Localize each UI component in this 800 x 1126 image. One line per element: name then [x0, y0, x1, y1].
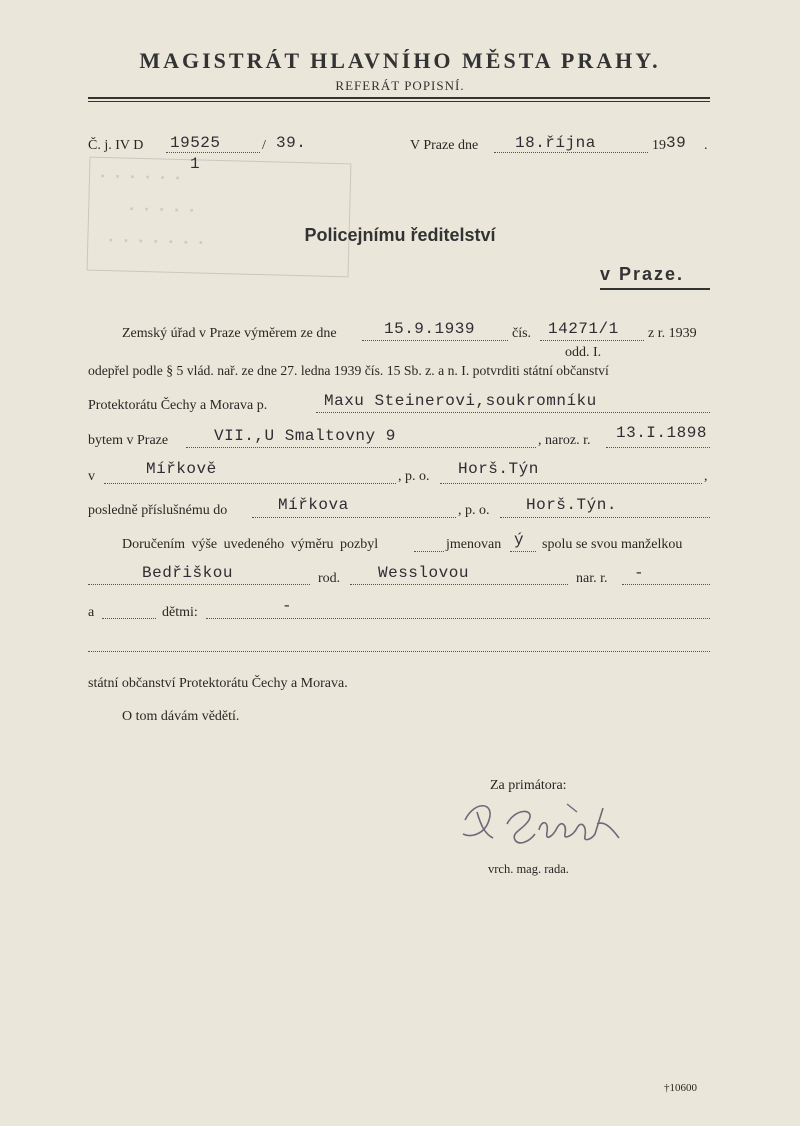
body-line-7-c: spolu se svou manželkou [542, 537, 683, 552]
body-line-1-a: Zemský úřad v Praze výměrem ze dne [122, 326, 337, 341]
body-line-12: O tom dávám vědětí. [122, 709, 240, 724]
wife-name: Bedřiškou [142, 564, 233, 582]
body-line-4-b: , naroz. r. [538, 433, 591, 448]
department: odd. I. [565, 345, 602, 360]
body-line-5-a: v [88, 469, 95, 484]
addressee-line-1: Policejnímu ředitelství [304, 225, 496, 245]
body-line-2: odepřel podle § 5 vlád. nař. ze dne 27. ledna 1939 čís. 15 Sb. z. a n. I. potvrditi státní občanství [88, 363, 609, 378]
header-rule-bottom [88, 101, 710, 102]
birth-date: 13.I.1898 [616, 424, 707, 442]
reference-number-line [166, 152, 260, 153]
form-code: †10600 [664, 1082, 697, 1094]
domicile-line [252, 517, 456, 518]
year-filled: 39 [666, 134, 687, 152]
letter-date: 18.října [515, 134, 596, 152]
residence-line [186, 447, 536, 448]
domicile-post-office: Horš.Týn. [526, 496, 617, 514]
reference-sub-number: 1 [190, 155, 201, 173]
body-line-6-b: , p. o. [458, 503, 490, 518]
date-line [494, 152, 648, 153]
body-line-9-b: dětmi: [162, 605, 198, 620]
wife-birth-year: - [634, 564, 645, 582]
header-rule-top [88, 97, 710, 99]
children-count-line [102, 618, 156, 619]
body-line-11: státní občanství Protektorátu Čechy a Morava. [88, 676, 348, 691]
document-subtitle: REFERÁT POPISNÍ. [335, 78, 465, 93]
signature-label: Za primátora: [490, 778, 567, 793]
body-line-7-b: jmenovan [446, 537, 502, 552]
decision-date: 15.9.1939 [384, 320, 475, 338]
document-title: MAGISTRÁT HLAVNÍHO MĚSTA PRAHY. [139, 48, 661, 73]
decision-date-line [362, 340, 508, 341]
addressee-line-2: v Praze. [600, 264, 685, 284]
body-line-1-b: čís. [512, 326, 532, 341]
reference-number: 19525 [170, 134, 221, 152]
year-dot: . [704, 138, 708, 153]
year-prefix: 19 [652, 138, 666, 153]
children-line [206, 618, 710, 619]
wife-name-line [88, 584, 310, 585]
suffix-line [510, 551, 536, 552]
reference-separator: / [262, 138, 266, 153]
handwritten-signature [455, 790, 635, 860]
gap-line [414, 551, 444, 552]
person-line [316, 412, 710, 413]
birthplace: Mířkově [146, 460, 217, 478]
domicile-post-line [500, 517, 710, 518]
body-line-5-b: , p. o. [398, 469, 430, 484]
wife-maiden-name: Wesslovou [378, 564, 469, 582]
decision-number-line [540, 340, 644, 341]
reference-year: 39. [276, 134, 307, 152]
body-line-4-a: bytem v Praze [88, 433, 169, 448]
body-line-6-a: posledně příslušnému do [88, 503, 228, 518]
place-date-label: V Praze dne [410, 138, 479, 153]
gender-suffix: ý [514, 531, 525, 549]
person-name: Maxu Steinerovi,soukromníku [324, 392, 597, 410]
children: - [282, 597, 293, 615]
addressee-underline [600, 288, 710, 290]
wife-maiden-line [350, 584, 568, 585]
body-line-1-c: z r. 1939 [648, 326, 697, 341]
birth-post-office: Horš.Týn [458, 460, 539, 478]
body-line-8-b: rod. [318, 571, 341, 586]
decision-number: 14271/1 [548, 320, 619, 338]
blank-line [88, 651, 710, 652]
body-line-9-a: a [88, 605, 95, 620]
birthplace-line [104, 483, 396, 484]
body-line-8-c: nar. r. [576, 571, 608, 586]
domicile: Mířkova [278, 496, 349, 514]
faded-stamp: · · · · · · · · · · · · · · · · · · [87, 157, 352, 278]
signatory-title: vrch. mag. rada. [488, 862, 569, 876]
wife-birth-line [622, 584, 710, 585]
residence: VII.,U Smaltovny 9 [214, 427, 396, 445]
reference-label: Č. j. IV D [88, 138, 144, 153]
birth-post-line [440, 483, 702, 484]
birth-date-line [606, 447, 710, 448]
body-line-7-a: Doručením výše uvedeného výměru pozbyl [122, 537, 379, 552]
body-line-3-a: Protektorátu Čechy a Morava p. [88, 398, 268, 413]
body-line-5-c: , [704, 469, 708, 484]
